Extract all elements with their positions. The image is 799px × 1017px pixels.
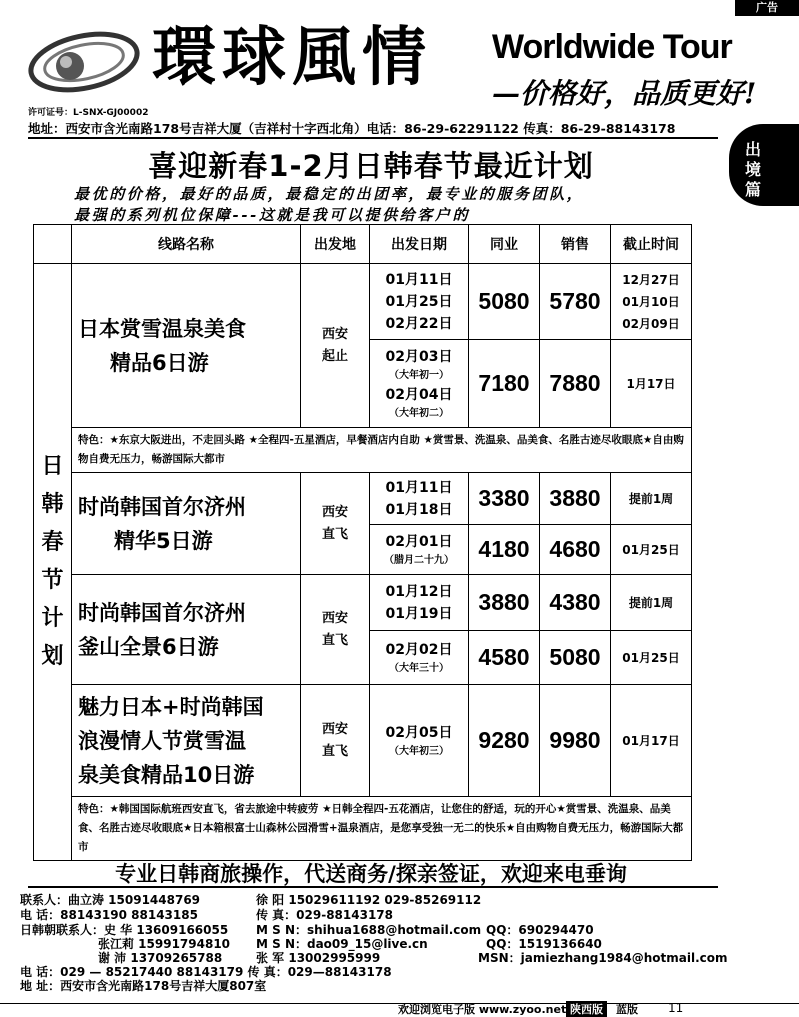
sale-price: 3880 — [540, 473, 611, 525]
departure-dates: 02月01日 （腊月二十九） — [370, 525, 469, 575]
jk-msn-1: M S N：shihua1688@hotmail.com — [256, 923, 482, 937]
footer-edition-badge: 陕西版 — [566, 1001, 607, 1017]
jk-contact-3: 谢 沛 13709265788 — [98, 951, 223, 965]
header-date: 出发日期 — [370, 225, 469, 264]
table-row — [34, 575, 692, 631]
sale-price: 4380 — [540, 575, 611, 631]
brand-name: 環球風情 — [152, 21, 432, 95]
section-tab: 出境篇 — [729, 124, 799, 206]
company-address: 地址：西安市含光南路178号吉祥大厦（吉祥村十字西北角）电话：86-29-62291122 传真：86-29-88143178 — [28, 121, 676, 136]
table-row — [34, 264, 692, 340]
peer-price: 4580 — [469, 631, 540, 685]
peer-price: 4180 — [469, 525, 540, 575]
service-banner: 专业日韩商旅操作，代送商务/探亲签证，欢迎来电垂询 — [115, 862, 627, 886]
license-number: 许可证号：L-SNX-GJ00002 — [28, 108, 149, 118]
sale-price: 4680 — [540, 525, 611, 575]
feature-note: 特色：★韩国国际航班西安直飞，省去旅途中转疲劳 ★日韩全程四-五花酒店，让您住的舒适，玩的开心★赏雪景、洗温泉、品美食、名胜古迹尽收眼底★日本箱根富士山森林公园滑雪+温泉酒店，是您享受独一无二的快乐★自由购物自费无压力，畅游国际大都市 — [72, 797, 692, 861]
promo-line-2: 最强的系列机位保障---这就是我可以提供给客户的 — [74, 206, 471, 224]
departure-city: 西安 直飞 — [301, 575, 370, 685]
route-name: 时尚韩国首尔济州 精华5日游 — [72, 473, 301, 575]
promo-line-1: 最优的价格，最好的品质，最稳定的出团率，最专业的服务团队， — [74, 185, 585, 203]
contact-person: 联系人：曲立涛 15091448769 — [20, 893, 201, 907]
table-row — [34, 428, 692, 473]
deadline: 01月25日 — [611, 525, 692, 575]
header-deadline: 截止时间 — [611, 225, 692, 264]
jk-msn-3: MSN：jamiezhang1984@hotmail.com — [478, 951, 728, 965]
deadline: 提前1周 — [611, 575, 692, 631]
office-phone: 电 话：029 — 85217440 88143179 传 真：029—88143178 — [20, 965, 392, 979]
departure-dates: 02月03日 （大年初一） 02月04日 （大年初二） — [370, 340, 469, 428]
office-address: 地 址：西安市含光南路178号吉祥大厦807室 — [20, 979, 267, 993]
route-name: 魅力日本+时尚韩国 浪漫情人节赏雪温 泉美食精品10日游 — [72, 685, 301, 797]
ad-tag: 广告 — [735, 0, 799, 16]
sale-price: 5780 — [540, 264, 611, 340]
deadline: 提前1周 — [611, 473, 692, 525]
brand-slogan: —价格好，品质更好! — [492, 77, 757, 110]
deadline: 01月25日 — [611, 631, 692, 685]
header-departure: 出发地 — [301, 225, 370, 264]
page-number: 11 — [668, 1001, 684, 1015]
peer-price: 9280 — [469, 685, 540, 797]
table-row — [34, 797, 692, 861]
peer-price: 3380 — [469, 473, 540, 525]
jk-contact-1: 日韩朝联系人：史 华 13609166055 — [20, 923, 229, 937]
sale-price: 9980 — [540, 685, 611, 797]
brand-name-en: Worldwide Tour — [492, 28, 732, 66]
header-sale-price: 销售 — [540, 225, 611, 264]
header-peer-price: 同业 — [469, 225, 540, 264]
departure-city: 西安 直飞 — [301, 473, 370, 575]
departure-city: 西安 起止 — [301, 264, 370, 428]
jk-contact-4: 张 军 13002995999 — [256, 951, 381, 965]
footer-website: 欢迎浏览电子版 www.zyoo.net — [398, 1003, 567, 1016]
category-cell: 日 韩 春 节 计 划 — [34, 264, 72, 861]
jk-qq-2: QQ：1519136640 — [486, 937, 602, 951]
footer-edition-color: 蓝版 — [616, 1003, 638, 1016]
service-divider — [28, 886, 718, 888]
table-row — [34, 685, 692, 797]
jk-contact-2: 张江莉 15991794810 — [98, 937, 231, 951]
deadline: 12月27日 01月10日 02月09日 — [611, 264, 692, 340]
table-row — [34, 473, 692, 525]
header-route: 线路名称 — [72, 225, 301, 264]
jk-msn-2: M S N：dao09_15@live.cn — [256, 937, 428, 951]
deadline: 01月17日 — [611, 685, 692, 797]
feature-note: 特色：★东京大阪进出，不走回头路 ★全程四-五星酒店，早餐酒店内自助 ★赏雪景、洗温泉、品美食、名胜古迹尽收眼底★自由购物自费无压力，畅游国际大都市 — [72, 428, 692, 473]
departure-dates: 01月11日 01月18日 — [370, 473, 469, 525]
departure-dates: 02月05日 （大年初三） — [370, 685, 469, 797]
departure-city: 西安 直飞 — [301, 685, 370, 797]
tour-plan-table — [33, 224, 692, 861]
deadline: 1月17日 — [611, 340, 692, 428]
page-headline: 喜迎新春1-2月日韩春节最近计划 — [148, 149, 594, 183]
peer-price: 5080 — [469, 264, 540, 340]
departure-dates: 01月11日 01月25日 02月22日 — [370, 264, 469, 340]
route-name: 日本赏雪温泉美食 精品6日游 — [72, 264, 301, 428]
contact-phone: 电 话：88143190 88143185 — [20, 908, 198, 922]
contact-person-2: 徐 阳 15029611192 029-85269112 — [256, 893, 482, 907]
contact-fax: 传 真：029-88143178 — [256, 908, 394, 922]
table-header-row — [34, 225, 692, 264]
peer-price: 3880 — [469, 575, 540, 631]
sale-price: 5080 — [540, 631, 611, 685]
peer-price: 7180 — [469, 340, 540, 428]
departure-dates: 01月12日 01月19日 — [370, 575, 469, 631]
header-divider — [28, 137, 718, 139]
sale-price: 7880 — [540, 340, 611, 428]
departure-dates: 02月02日 （大年三十） — [370, 631, 469, 685]
globe-logo-icon — [24, 22, 144, 102]
route-name: 时尚韩国首尔济州 釜山全景6日游 — [72, 575, 301, 685]
jk-qq-1: QQ：690294470 — [486, 923, 594, 937]
header-blank — [34, 225, 72, 264]
